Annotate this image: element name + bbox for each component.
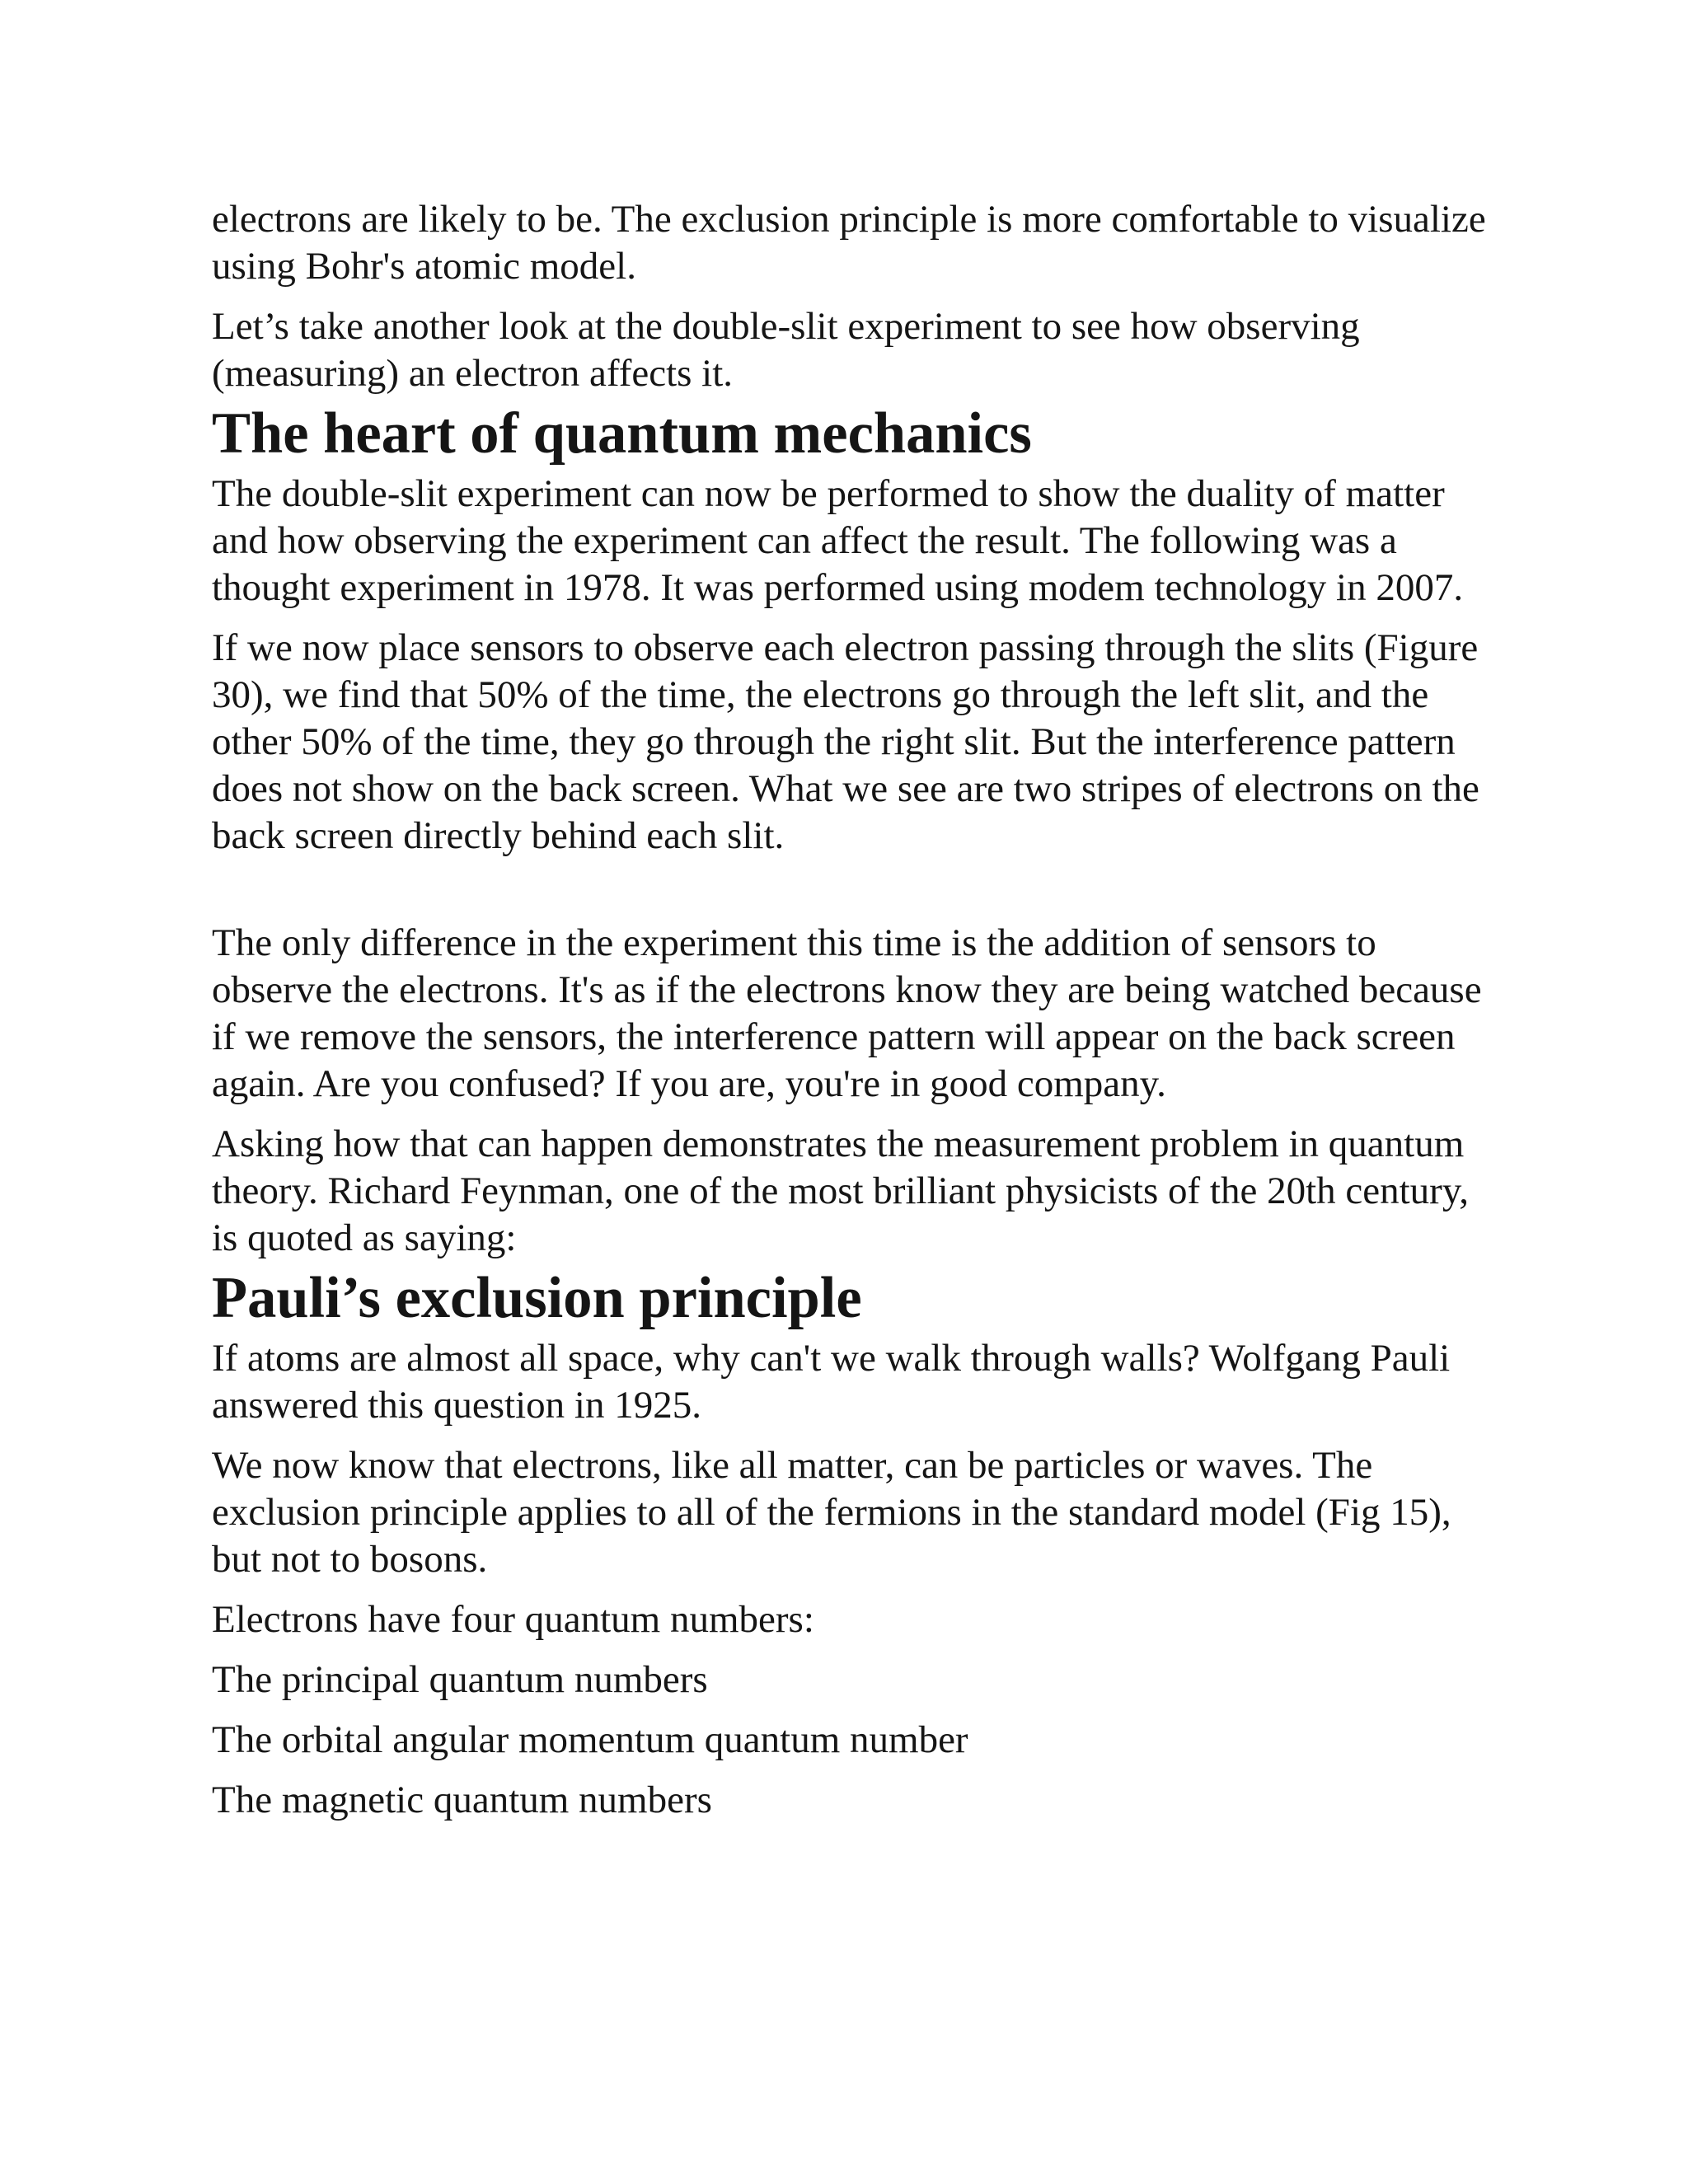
list-item-principal-quantum-numbers: The principal quantum numbers: [212, 1658, 708, 1701]
paragraph-double-slit-intro: Let’s take another look at the double-slit experiment to see how observing (measuring) an electron affects it.: [212, 305, 1360, 395]
paragraph-sensors-observation: If we now place sensors to observe each electron passing through the slits (Figure 30), we find that 50% of the time, the electrons go through the left slit, and the other 50% of the time, they go through the right slit. But the interference pattern does not show on the back screen. What we see are two stripes of electrons on the back screen directly behind each slit.: [212, 626, 1479, 857]
heading-paulis-exclusion-principle: Pauli’s exclusion principle: [212, 1266, 862, 1330]
paragraph-walk-through-walls: If atoms are almost all space, why can't we walk through walls? Wolfgang Pauli answered this question in 1925.: [212, 1337, 1451, 1427]
heading-heart-of-quantum-mechanics: The heart of quantum mechanics: [212, 401, 1032, 466]
paragraph-duality-of-matter: The double-slit experiment can now be performed to show the duality of matter and how observing the experiment can affect the result. The following was a thought experiment in 1978. It was performed using modem technology in 2007.: [212, 472, 1464, 609]
paragraph-fermions-bosons: We now know that electrons, like all matter, can be particles or waves. The exclusion principle applies to all of the fermions in the standard model (Fig 15), but not to bosons.: [212, 1444, 1451, 1581]
paragraph-bohr-model: electrons are likely to be. The exclusion principle is more comfortable to visualize using Bohr's atomic model.: [212, 198, 1486, 288]
document-page: [212, 196, 1498, 1837]
paragraph-measurement-problem: Asking how that can happen demonstrates the measurement problem in quantum theory. Richard Feynman, one of the most brilliant physicists of the 20th century, is quoted as saying:: [212, 1122, 1470, 1259]
paragraph-four-quantum-numbers: Electrons have four quantum numbers:: [212, 1598, 814, 1641]
list-item-orbital-angular-momentum: The orbital angular momentum quantum number: [212, 1718, 968, 1761]
paragraph-only-difference: The only difference in the experiment this time is the addition of sensors to observe the electrons. It's as if the electrons know they are being watched because if we remove the sensors, the interference pattern will appear on the back screen again. Are you confused? If you are, you're in good company.: [212, 921, 1482, 1105]
list-item-magnetic-quantum-numbers: The magnetic quantum numbers: [212, 1779, 712, 1821]
